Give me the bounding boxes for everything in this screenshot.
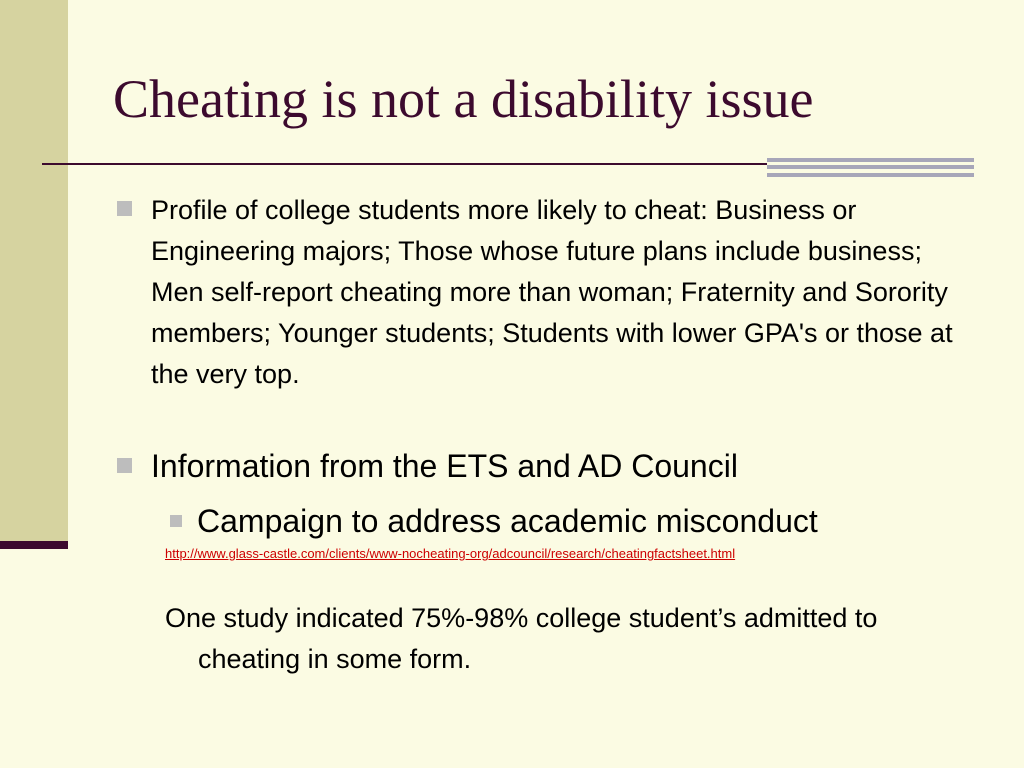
sub-bullet-campaign	[170, 501, 990, 541]
bullet-text: Profile of college students more likely to cheat: Business or Engineering majors; Those whose future plans include business; Men self-report cheating more than woman; Fraternity and Sorority members; Younger students; Students with lower GPA's or those at the very top.	[151, 195, 953, 389]
bullet-text: Information from the ETS and AD Council	[151, 448, 738, 484]
bullet-profile	[117, 190, 977, 395]
square-bullet-icon	[117, 201, 132, 216]
square-bullet-icon	[117, 458, 132, 473]
bullet-information	[117, 446, 977, 486]
bullet-text: Campaign to address academic misconduct	[197, 503, 818, 539]
slide-title: Cheating is not a disability issue	[113, 69, 814, 129]
source-link[interactable]: http://www.glass-castle.com/clients/www-nocheating-org/adcouncil/research/cheatingfactsheet.html	[165, 546, 736, 561]
study-paragraph: One study indicated 75%-98% college student’s admitted to cheating in some form.	[165, 603, 878, 674]
square-bullet-icon	[170, 515, 182, 527]
